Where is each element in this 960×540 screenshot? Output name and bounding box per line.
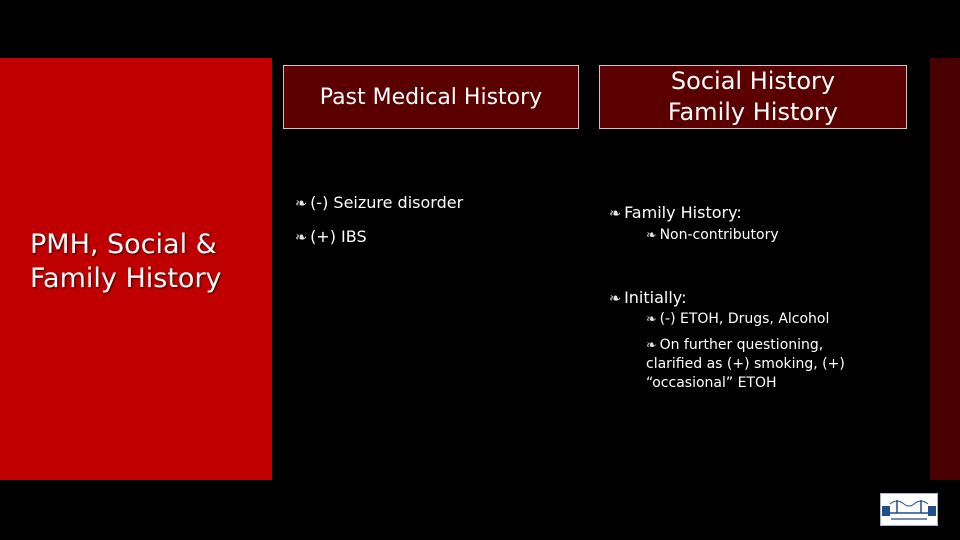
- bridge-logo-icon: [881, 494, 937, 525]
- leaf-bullet-icon: ❧: [609, 206, 622, 222]
- leaf-bullet-icon: ❧: [646, 337, 657, 352]
- header-pmh-text: Past Medical History: [319, 84, 543, 110]
- leaf-bullet-icon: ❧: [646, 227, 657, 242]
- header-past-medical-history: [283, 65, 579, 129]
- slide-title: PMH, Social & Family History: [30, 229, 222, 294]
- family-history-subitem-text: Non-contributory: [659, 227, 779, 243]
- initially-subitem: [646, 335, 856, 393]
- leaf-bullet-icon: ❧: [295, 196, 308, 212]
- initially-subitem: [646, 311, 829, 327]
- bridge-logo: [880, 493, 938, 526]
- pmh-bullet-item: [295, 193, 463, 212]
- leaf-bullet-icon: ❧: [295, 230, 308, 246]
- pmh-bullet-text: (+) IBS: [310, 227, 367, 246]
- initially-bullet: [609, 288, 686, 307]
- family-history-subitem: [646, 227, 779, 243]
- leaf-bullet-icon: ❧: [609, 291, 622, 307]
- pmh-bullet-text: (-) Seizure disorder: [310, 193, 464, 212]
- header-social-text: Social History: [670, 67, 836, 95]
- family-history-bullet: [609, 203, 742, 222]
- header-social-family-history: [599, 65, 907, 129]
- family-history-label: Family History:: [624, 203, 742, 222]
- initially-label: Initially:: [624, 288, 687, 307]
- header-family-text: Family History: [667, 98, 839, 126]
- pmh-bullet-item: [295, 227, 367, 246]
- leaf-bullet-icon: ❧: [646, 311, 657, 326]
- initially-subitem-text: On further questioning, clarified as (+) smoking, (+) “occasional” ETOH: [646, 337, 845, 391]
- right-accent-strip: [930, 58, 960, 480]
- initially-subitem-text: (-) ETOH, Drugs, Alcohol: [659, 311, 830, 327]
